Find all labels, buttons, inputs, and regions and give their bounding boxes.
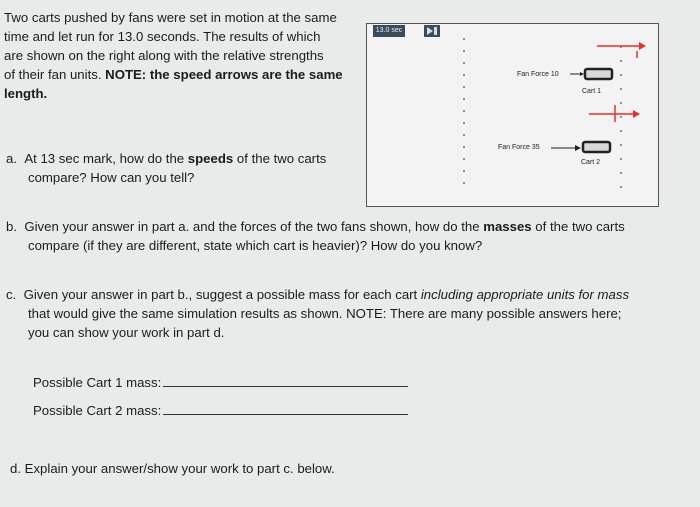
question-c-line bbox=[6, 285, 686, 304]
fan1-label: Fan Force 10 bbox=[517, 71, 559, 78]
question-c-text: Given your answer in part b., suggest a possible mass for each cart bbox=[23, 287, 421, 302]
intro-note-end: length. bbox=[4, 86, 48, 101]
question-b bbox=[6, 217, 686, 255]
cart1-label: Cart 1 bbox=[582, 88, 602, 95]
question-b-text: of the two carts bbox=[531, 219, 625, 234]
cart2-mass-label: Possible Cart 2 mass: bbox=[33, 403, 162, 418]
intro-line: are shown on the right along with the relative strengths bbox=[4, 48, 324, 63]
intro-note: NOTE: the speed arrows are the same bbox=[105, 67, 343, 82]
question-prefix: a. bbox=[6, 151, 17, 166]
question-prefix: b. bbox=[6, 219, 17, 234]
question-b-text: Given your answer in part a. and the forces of the two fans shown, how do the bbox=[24, 219, 484, 234]
cart2-mass-field[interactable] bbox=[163, 414, 408, 415]
simulation-canvas bbox=[367, 24, 660, 208]
play-pause-button[interactable] bbox=[424, 25, 440, 37]
question-c-line: you can show your work in part d. bbox=[28, 325, 225, 340]
question-a-text: of the two carts bbox=[233, 151, 327, 166]
intro-line: Two carts pushed by fans were set in motion at the same bbox=[4, 10, 337, 25]
intro-line bbox=[4, 65, 356, 84]
cart1-mass-label: Possible Cart 1 mass: bbox=[33, 375, 162, 390]
cart1-mass-field[interactable] bbox=[163, 386, 408, 387]
cart1-speed-arrow bbox=[597, 42, 646, 58]
cart1-body bbox=[585, 69, 612, 79]
question-a bbox=[6, 149, 351, 187]
intro-paragraph bbox=[4, 8, 356, 103]
question-a-line bbox=[6, 149, 351, 168]
fan2-force-arrow bbox=[551, 145, 581, 151]
question-a-text: At 13 sec mark, how do the bbox=[24, 151, 188, 166]
question-prefix: c. bbox=[6, 287, 17, 302]
cart2-body bbox=[583, 142, 610, 152]
intro-line: time and let run for 13.0 seconds. The results of which bbox=[4, 29, 321, 44]
question-c-line: that would give the same simulation results as shown. NOTE: There are many possible answers here; bbox=[28, 306, 622, 321]
cart2-speed-arrow bbox=[589, 105, 640, 122]
question-a-line: compare? How can you tell? bbox=[28, 170, 195, 185]
keyword-speeds: speeds bbox=[187, 151, 234, 166]
question-d: d. Explain your answer/show your work to part c. below. bbox=[10, 461, 335, 476]
intro-text: of their fan units. bbox=[4, 67, 106, 82]
simulation-panel bbox=[366, 23, 659, 207]
time-display: 13.0 sec bbox=[373, 25, 405, 37]
question-c-emphasis: including appropriate units for mass bbox=[420, 287, 630, 302]
fan2-label: Fan Force 35 bbox=[498, 144, 540, 151]
fan1-force-arrow bbox=[570, 72, 584, 76]
question-c bbox=[6, 285, 686, 342]
keyword-masses: masses bbox=[483, 219, 532, 234]
cart2-label: Cart 2 bbox=[581, 159, 601, 166]
question-b-line: compare (if they are different, state which cart is heavier)? How do you know? bbox=[28, 238, 483, 253]
question-b-line bbox=[6, 217, 686, 236]
